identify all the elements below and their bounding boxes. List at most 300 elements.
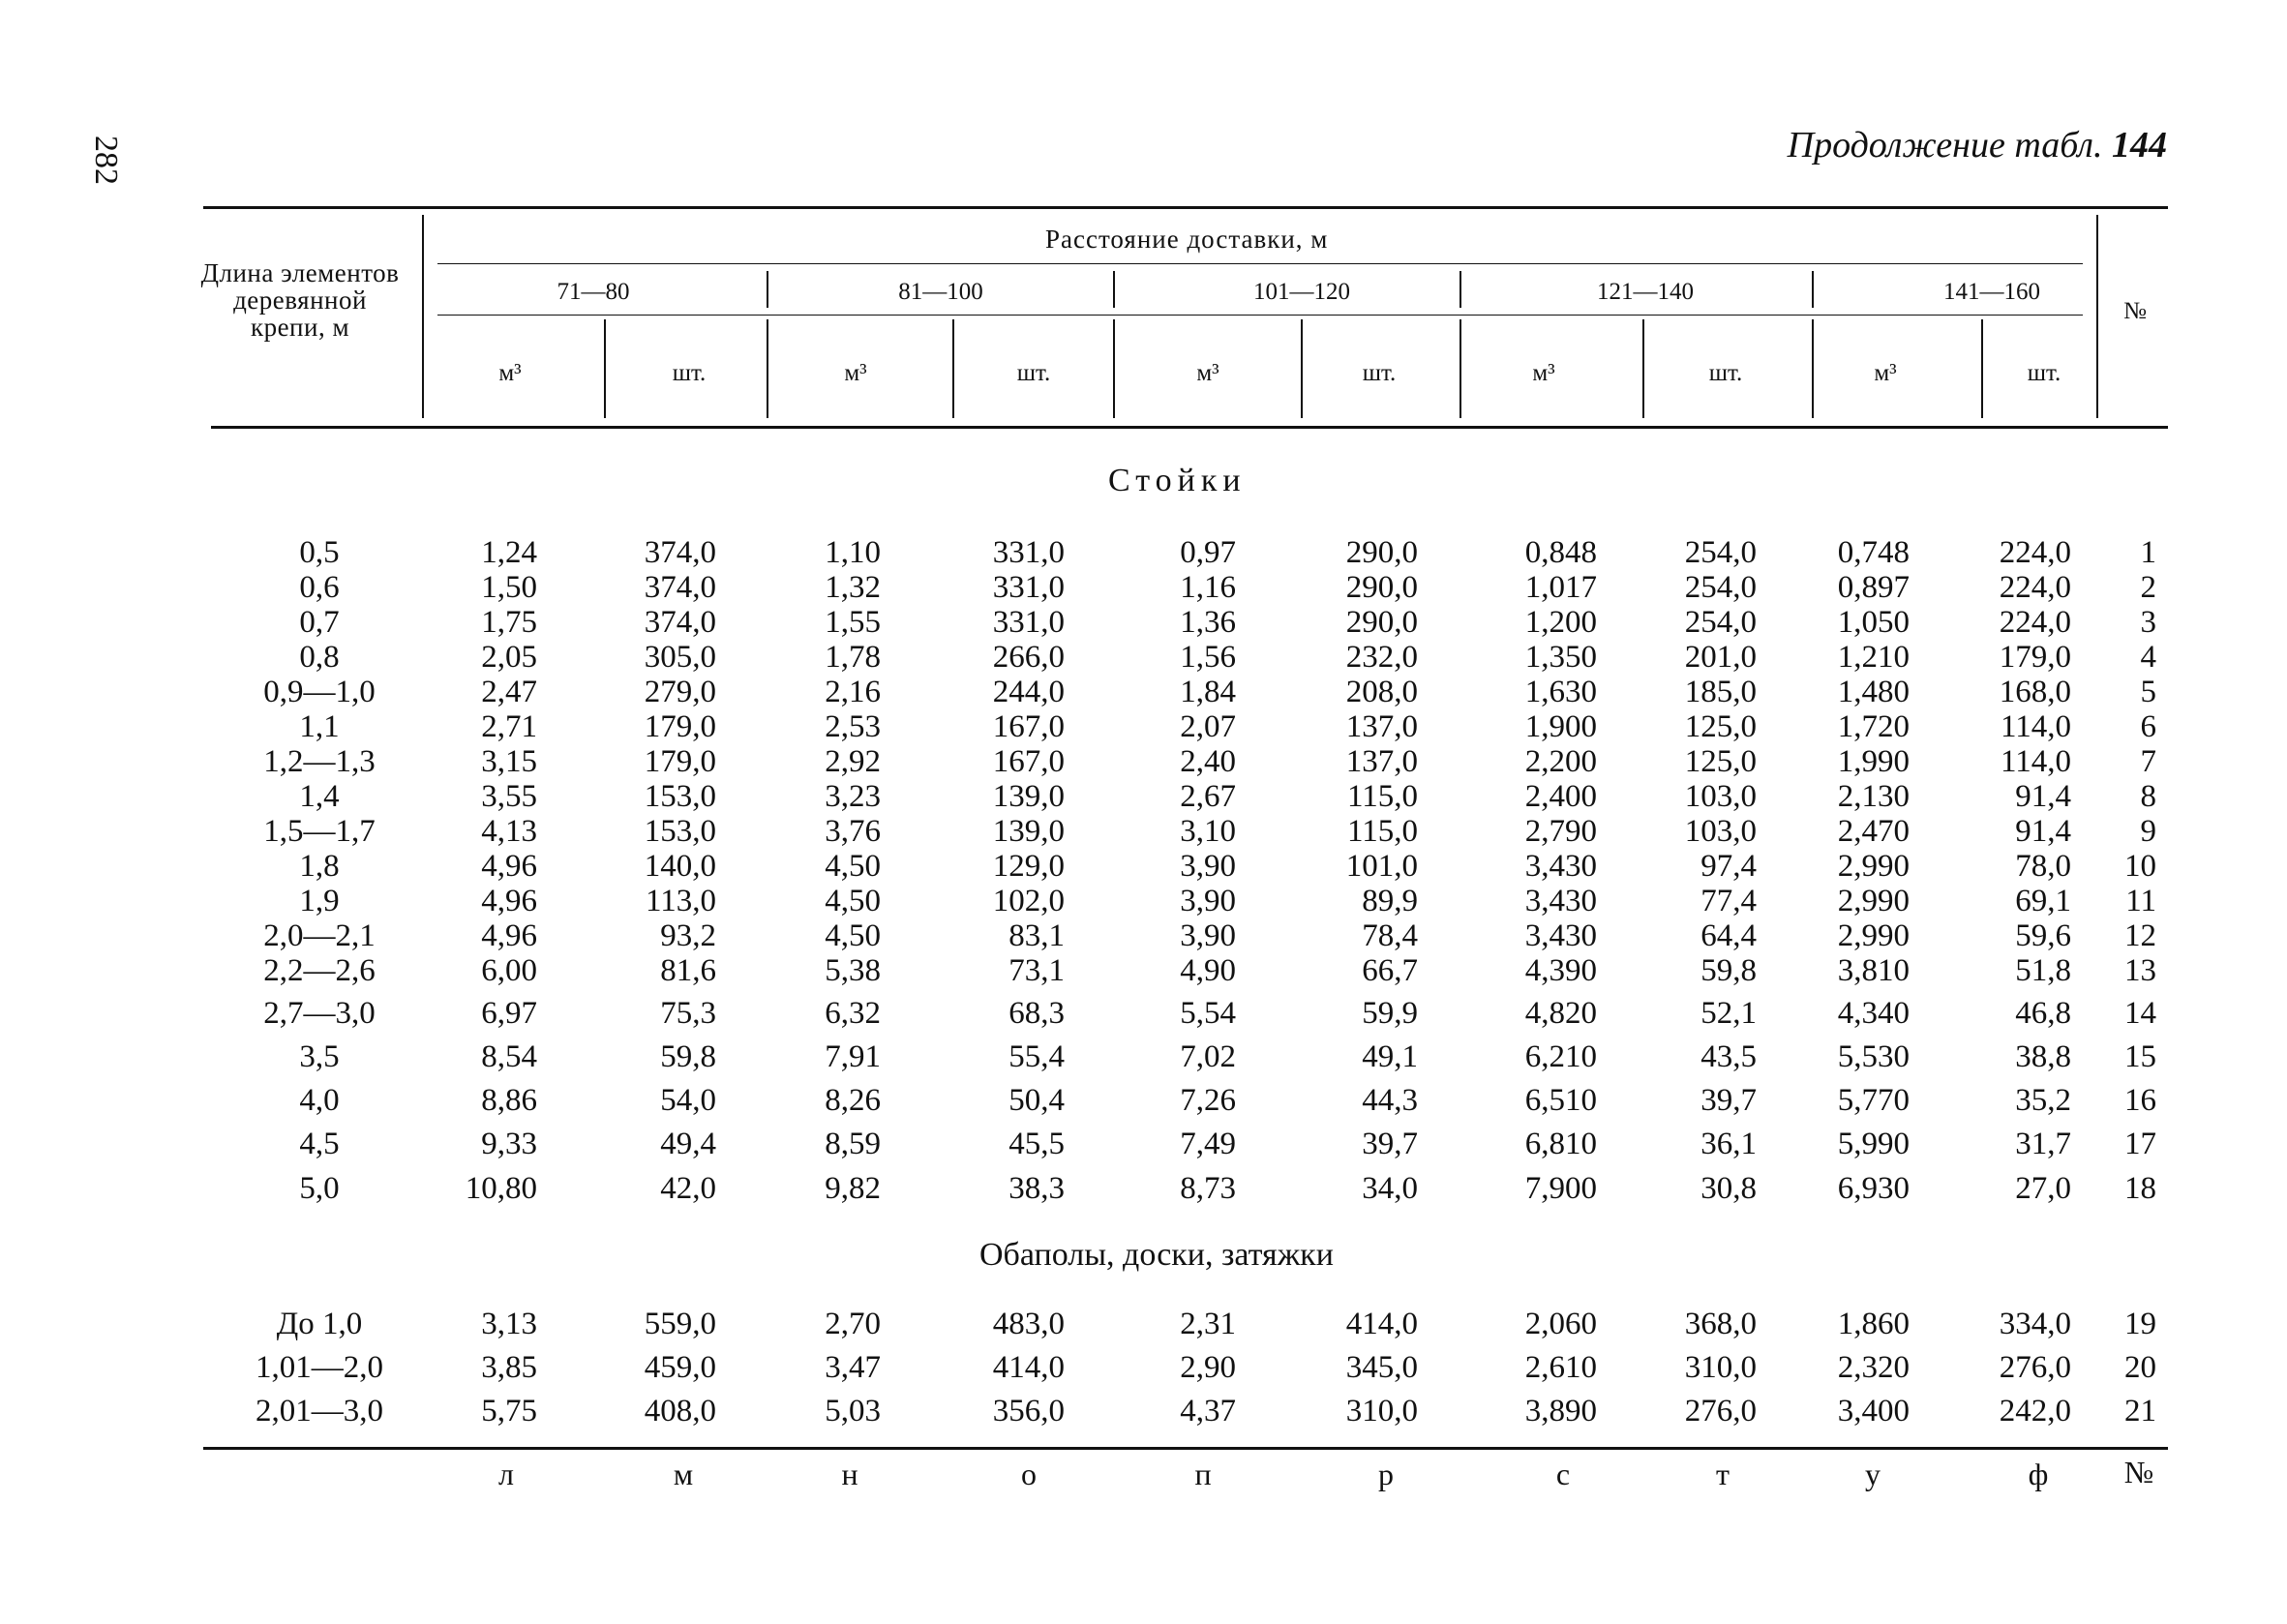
cell-pcs: 140,0 <box>644 849 716 884</box>
cell-pcs: 115,0 <box>1346 779 1418 814</box>
cell-m3: 2,470 <box>1837 814 1910 849</box>
cell-m3: 0,848 <box>1524 535 1597 570</box>
column-letter: п <box>1194 1457 1212 1491</box>
cell-m3: 6,00 <box>481 953 537 988</box>
cell-m3: 8,59 <box>825 1127 881 1161</box>
row-length: 2,2—2,6 <box>263 953 376 988</box>
cell-m3: 3,430 <box>1524 918 1597 953</box>
cell-pcs: 38,8 <box>2015 1039 2071 1074</box>
cell-m3: 3,10 <box>1180 814 1236 849</box>
cell-m3: 10,80 <box>465 1171 537 1206</box>
cell-pcs: 38,3 <box>1008 1171 1065 1206</box>
cell-pcs: 34,0 <box>1362 1171 1418 1206</box>
unit-m3: м³ <box>498 360 522 386</box>
cell-m3: 1,860 <box>1837 1307 1910 1341</box>
distance-underline <box>437 263 2083 264</box>
cell-m3: 1,50 <box>481 570 537 605</box>
cell-pcs: 46,8 <box>2015 996 2071 1031</box>
unit-pcs: шт. <box>672 360 707 386</box>
cell-m3: 7,91 <box>825 1039 881 1074</box>
cell-pcs: 179,0 <box>644 744 716 779</box>
stub-separator <box>422 215 424 418</box>
row-length: 0,5 <box>299 535 340 570</box>
cell-pcs: 290,0 <box>1345 570 1418 605</box>
range-separator <box>767 271 768 308</box>
cell-pcs: 97,4 <box>1700 849 1757 884</box>
range-separator <box>1812 271 1814 308</box>
cell-pcs: 201,0 <box>1684 640 1757 675</box>
cell-m3: 6,32 <box>825 996 881 1031</box>
unit-separator <box>767 319 768 418</box>
cell-m3: 1,78 <box>825 640 881 675</box>
cell-m3: 2,40 <box>1180 744 1236 779</box>
cell-m3: 1,480 <box>1837 675 1910 709</box>
cell-pcs: 374,0 <box>644 535 716 570</box>
cell-pcs: 254,0 <box>1684 535 1757 570</box>
cell-m3: 1,630 <box>1524 675 1597 709</box>
row-length: 1,5—1,7 <box>263 814 376 849</box>
row-length: 1,8 <box>299 849 340 884</box>
cell-m3: 1,210 <box>1837 640 1910 675</box>
page-number: 282 <box>88 135 124 185</box>
cell-m3: 5,770 <box>1837 1083 1910 1118</box>
row-length: 2,7—3,0 <box>263 996 376 1031</box>
cell-pcs: 68,3 <box>1008 996 1065 1031</box>
cell-m3: 4,50 <box>825 918 881 953</box>
cell-pcs: 35,2 <box>2015 1083 2071 1118</box>
row-number: 18 <box>2124 1171 2156 1206</box>
row-length: 1,1 <box>299 709 340 744</box>
cell-m3: 8,86 <box>481 1083 537 1118</box>
cell-m3: 3,47 <box>825 1350 881 1385</box>
cell-m3: 2,990 <box>1837 884 1910 918</box>
cell-m3: 9,82 <box>825 1171 881 1206</box>
cell-m3: 6,810 <box>1524 1127 1597 1161</box>
cell-m3: 1,75 <box>481 605 537 640</box>
cell-m3: 2,16 <box>825 675 881 709</box>
cell-pcs: 179,0 <box>1999 640 2071 675</box>
distance-range-5: 141—160 <box>1943 279 2040 305</box>
cell-m3: 2,130 <box>1837 779 1910 814</box>
cell-pcs: 374,0 <box>644 605 716 640</box>
unit-m3: м³ <box>844 360 867 386</box>
caption-table-number: 144 <box>2112 125 2167 165</box>
cell-pcs: 125,0 <box>1684 709 1757 744</box>
cell-m3: 3,810 <box>1837 953 1910 988</box>
cell-m3: 2,990 <box>1837 849 1910 884</box>
cell-pcs: 59,6 <box>2015 918 2071 953</box>
cell-pcs: 44,3 <box>1362 1083 1418 1118</box>
cell-pcs: 168,0 <box>1999 675 2071 709</box>
row-number: 14 <box>2124 996 2156 1031</box>
footer-rule <box>203 1447 2168 1450</box>
cell-m3: 2,610 <box>1524 1350 1597 1385</box>
cell-pcs: 408,0 <box>644 1394 716 1429</box>
cell-pcs: 167,0 <box>992 709 1065 744</box>
row-number: 15 <box>2124 1039 2156 1074</box>
cell-m3: 2,990 <box>1837 918 1910 953</box>
cell-m3: 3,23 <box>825 779 881 814</box>
cell-m3: 2,90 <box>1180 1350 1236 1385</box>
cell-m3: 8,73 <box>1180 1171 1236 1206</box>
cell-m3: 1,017 <box>1524 570 1597 605</box>
cell-m3: 1,16 <box>1180 570 1236 605</box>
row-number: 6 <box>2140 709 2156 744</box>
cell-m3: 2,67 <box>1180 779 1236 814</box>
cell-pcs: 345,0 <box>1345 1350 1418 1385</box>
cell-pcs: 266,0 <box>992 640 1065 675</box>
cell-pcs: 93,2 <box>660 918 716 953</box>
cell-pcs: 36,1 <box>1700 1127 1757 1161</box>
cell-m3: 2,07 <box>1180 709 1236 744</box>
row-length: 4,0 <box>299 1083 340 1118</box>
cell-pcs: 50,4 <box>1008 1083 1065 1118</box>
distance-range-1: 71—80 <box>557 279 630 305</box>
cell-pcs: 368,0 <box>1684 1307 1757 1341</box>
unit-m3: м³ <box>1874 360 1897 386</box>
cell-m3: 4,96 <box>481 918 537 953</box>
cell-pcs: 30,8 <box>1700 1171 1757 1206</box>
cell-pcs: 254,0 <box>1684 570 1757 605</box>
cell-pcs: 39,7 <box>1362 1127 1418 1161</box>
cell-m3: 7,02 <box>1180 1039 1236 1074</box>
cell-m3: 5,990 <box>1837 1127 1910 1161</box>
cell-m3: 7,26 <box>1180 1083 1236 1118</box>
cell-m3: 9,33 <box>481 1127 537 1161</box>
distance-header: Расстояние доставки, м <box>1045 225 1329 254</box>
section-title: Стойки <box>1108 463 1247 498</box>
cell-pcs: 483,0 <box>992 1307 1065 1341</box>
section-title: Обаполы, доски, затяжки <box>979 1237 1334 1273</box>
cell-m3: 1,990 <box>1837 744 1910 779</box>
cell-m3: 8,54 <box>481 1039 537 1074</box>
cell-m3: 1,900 <box>1524 709 1597 744</box>
cell-m3: 5,03 <box>825 1394 881 1429</box>
unit-separator <box>1812 319 1814 418</box>
cell-m3: 3,90 <box>1180 884 1236 918</box>
cell-m3: 3,430 <box>1524 849 1597 884</box>
cell-m3: 3,890 <box>1524 1394 1597 1429</box>
cell-pcs: 414,0 <box>992 1350 1065 1385</box>
unit-separator <box>604 319 606 418</box>
cell-pcs: 49,1 <box>1362 1039 1418 1074</box>
cell-m3: 1,24 <box>481 535 537 570</box>
cell-pcs: 113,0 <box>645 884 716 918</box>
cell-pcs: 55,4 <box>1008 1039 1065 1074</box>
row-number: 3 <box>2140 605 2156 640</box>
footer-num: № <box>2123 1455 2154 1489</box>
cell-pcs: 114,0 <box>2000 744 2071 779</box>
unit-m3: м³ <box>1532 360 1555 386</box>
row-number: 10 <box>2124 849 2156 884</box>
row-length: 1,9 <box>299 884 340 918</box>
cell-m3: 1,56 <box>1180 640 1236 675</box>
cell-pcs: 276,0 <box>1684 1394 1757 1429</box>
unit-pcs: шт. <box>1016 360 1051 386</box>
num-header: № <box>2123 298 2147 324</box>
cell-pcs: 224,0 <box>1999 535 2071 570</box>
column-letter: н <box>841 1457 858 1491</box>
cell-m3: 6,930 <box>1837 1171 1910 1206</box>
cell-pcs: 69,1 <box>2015 884 2071 918</box>
stub-header: Длина элементов деревянной крепи, м <box>200 258 400 342</box>
cell-m3: 4,50 <box>825 849 881 884</box>
cell-m3: 3,400 <box>1837 1394 1910 1429</box>
row-number: 17 <box>2124 1127 2156 1161</box>
cell-m3: 4,13 <box>481 814 537 849</box>
row-number: 20 <box>2124 1350 2156 1385</box>
cell-pcs: 27,0 <box>2015 1171 2071 1206</box>
row-length: 0,7 <box>299 605 340 640</box>
cell-pcs: 459,0 <box>644 1350 716 1385</box>
row-length: 5,0 <box>299 1171 340 1206</box>
cell-m3: 4,90 <box>1180 953 1236 988</box>
cell-pcs: 59,8 <box>660 1039 716 1074</box>
cell-pcs: 276,0 <box>1999 1350 2071 1385</box>
cell-pcs: 31,7 <box>2015 1127 2071 1161</box>
cell-m3: 3,430 <box>1524 884 1597 918</box>
cell-m3: 1,050 <box>1837 605 1910 640</box>
cell-m3: 3,15 <box>481 744 537 779</box>
row-length: 1,2—1,3 <box>263 744 376 779</box>
cell-m3: 3,90 <box>1180 918 1236 953</box>
cell-pcs: 66,7 <box>1362 953 1418 988</box>
unit-separator <box>1981 319 1983 418</box>
cell-m3: 1,10 <box>825 535 881 570</box>
cell-pcs: 559,0 <box>644 1307 716 1341</box>
cell-m3: 2,31 <box>1180 1307 1236 1341</box>
cell-m3: 2,05 <box>481 640 537 675</box>
cell-m3: 4,37 <box>1180 1394 1236 1429</box>
cell-m3: 0,748 <box>1837 535 1910 570</box>
column-letter: л <box>498 1457 514 1491</box>
cell-m3: 3,85 <box>481 1350 537 1385</box>
cell-m3: 2,060 <box>1524 1307 1597 1341</box>
distance-range-2: 81—100 <box>898 279 983 305</box>
cell-pcs: 374,0 <box>644 570 716 605</box>
range-separator <box>1113 271 1115 308</box>
row-number: 1 <box>2140 535 2156 570</box>
cell-pcs: 39,7 <box>1700 1083 1757 1118</box>
cell-m3: 2,320 <box>1837 1350 1910 1385</box>
cell-pcs: 102,0 <box>992 884 1065 918</box>
cell-pcs: 52,1 <box>1700 996 1757 1031</box>
cell-pcs: 179,0 <box>644 709 716 744</box>
column-letter: ф <box>2028 1457 2049 1491</box>
row-length: 0,6 <box>299 570 340 605</box>
cell-pcs: 75,3 <box>660 996 716 1031</box>
cell-pcs: 153,0 <box>644 779 716 814</box>
row-length: 2,01—3,0 <box>256 1394 383 1429</box>
cell-m3: 2,92 <box>825 744 881 779</box>
row-length: 2,0—2,1 <box>263 918 376 953</box>
cell-pcs: 310,0 <box>1684 1350 1757 1385</box>
row-length: 4,5 <box>299 1127 340 1161</box>
cell-pcs: 224,0 <box>1999 570 2071 605</box>
row-length: 1,4 <box>299 779 340 814</box>
cell-pcs: 331,0 <box>992 535 1065 570</box>
cell-pcs: 153,0 <box>644 814 716 849</box>
cell-pcs: 129,0 <box>992 849 1065 884</box>
cell-m3: 2,400 <box>1524 779 1597 814</box>
cell-m3: 5,38 <box>825 953 881 988</box>
cell-pcs: 185,0 <box>1684 675 1757 709</box>
cell-pcs: 103,0 <box>1684 779 1757 814</box>
cell-pcs: 232,0 <box>1345 640 1418 675</box>
cell-pcs: 139,0 <box>992 814 1065 849</box>
row-length: 0,9—1,0 <box>263 675 376 709</box>
cell-m3: 3,13 <box>481 1307 537 1341</box>
row-number: 11 <box>2125 884 2156 918</box>
row-number: 16 <box>2124 1083 2156 1118</box>
column-letter: р <box>1378 1457 1394 1491</box>
cell-m3: 3,90 <box>1180 849 1236 884</box>
cell-m3: 6,97 <box>481 996 537 1031</box>
cell-pcs: 78,4 <box>1362 918 1418 953</box>
cell-m3: 6,210 <box>1524 1039 1597 1074</box>
cell-pcs: 78,0 <box>2015 849 2071 884</box>
unit-separator <box>1642 319 1644 418</box>
cell-pcs: 91,4 <box>2015 814 2071 849</box>
row-number: 12 <box>2124 918 2156 953</box>
cell-pcs: 49,4 <box>660 1127 716 1161</box>
row-number: 13 <box>2124 953 2156 988</box>
num-separator <box>2096 215 2098 418</box>
cell-m3: 5,54 <box>1180 996 1236 1031</box>
cell-pcs: 290,0 <box>1345 535 1418 570</box>
cell-m3: 4,340 <box>1837 996 1910 1031</box>
cell-pcs: 305,0 <box>644 640 716 675</box>
cell-m3: 1,32 <box>825 570 881 605</box>
cell-pcs: 64,4 <box>1700 918 1757 953</box>
cell-pcs: 42,0 <box>660 1171 716 1206</box>
unit-pcs: шт. <box>1362 360 1397 386</box>
unit-separator <box>952 319 954 418</box>
cell-pcs: 81,6 <box>660 953 716 988</box>
cell-pcs: 91,4 <box>2015 779 2071 814</box>
column-letter: о <box>1021 1457 1037 1491</box>
table-caption <box>1788 124 2167 166</box>
range-underline <box>437 315 2083 316</box>
cell-pcs: 45,5 <box>1008 1127 1065 1161</box>
cell-pcs: 254,0 <box>1684 605 1757 640</box>
cell-pcs: 51,8 <box>2015 953 2071 988</box>
row-number: 19 <box>2124 1307 2156 1341</box>
header-bottom-rule <box>211 426 2168 429</box>
unit-pcs: шт. <box>2027 360 2061 386</box>
top-rule <box>203 206 2168 209</box>
cell-pcs: 242,0 <box>1999 1394 2071 1429</box>
cell-m3: 2,47 <box>481 675 537 709</box>
column-letter: с <box>1555 1457 1571 1491</box>
column-letter: т <box>1716 1457 1730 1491</box>
cell-pcs: 414,0 <box>1345 1307 1418 1341</box>
cell-pcs: 137,0 <box>1345 709 1418 744</box>
row-length: 0,8 <box>299 640 340 675</box>
row-length: 3,5 <box>299 1039 340 1074</box>
cell-pcs: 224,0 <box>1999 605 2071 640</box>
cell-pcs: 279,0 <box>644 675 716 709</box>
cell-m3: 4,820 <box>1524 996 1597 1031</box>
cell-pcs: 290,0 <box>1345 605 1418 640</box>
cell-pcs: 59,9 <box>1362 996 1418 1031</box>
cell-m3: 3,55 <box>481 779 537 814</box>
cell-m3: 2,70 <box>825 1307 881 1341</box>
cell-pcs: 331,0 <box>992 605 1065 640</box>
cell-pcs: 356,0 <box>992 1394 1065 1429</box>
cell-m3: 4,96 <box>481 884 537 918</box>
distance-range-3: 101—120 <box>1253 279 1350 305</box>
cell-pcs: 59,8 <box>1700 953 1757 988</box>
cell-m3: 7,49 <box>1180 1127 1236 1161</box>
cell-m3: 2,200 <box>1524 744 1597 779</box>
row-number: 9 <box>2140 814 2156 849</box>
cell-pcs: 73,1 <box>1008 953 1065 988</box>
cell-pcs: 125,0 <box>1684 744 1757 779</box>
cell-m3: 0,97 <box>1180 535 1236 570</box>
row-number: 21 <box>2124 1394 2156 1429</box>
cell-m3: 2,53 <box>825 709 881 744</box>
unit-separator <box>1301 319 1303 418</box>
cell-pcs: 54,0 <box>660 1083 716 1118</box>
row-number: 8 <box>2140 779 2156 814</box>
cell-pcs: 83,1 <box>1008 918 1065 953</box>
unit-pcs: шт. <box>1708 360 1743 386</box>
row-length: 1,01—2,0 <box>256 1350 383 1385</box>
cell-m3: 3,76 <box>825 814 881 849</box>
cell-m3: 5,530 <box>1837 1039 1910 1074</box>
cell-m3: 8,26 <box>825 1083 881 1118</box>
row-number: 5 <box>2140 675 2156 709</box>
cell-pcs: 115,0 <box>1346 814 1418 849</box>
cell-pcs: 101,0 <box>1345 849 1418 884</box>
distance-range-4: 121—140 <box>1597 279 1694 305</box>
row-length: До 1,0 <box>276 1307 363 1341</box>
cell-pcs: 244,0 <box>992 675 1065 709</box>
cell-pcs: 167,0 <box>992 744 1065 779</box>
range-separator <box>1459 271 1461 308</box>
column-letter: м <box>673 1457 694 1491</box>
cell-pcs: 114,0 <box>2000 709 2071 744</box>
cell-m3: 5,75 <box>481 1394 537 1429</box>
row-number: 7 <box>2140 744 2156 779</box>
cell-m3: 6,510 <box>1524 1083 1597 1118</box>
cell-m3: 1,84 <box>1180 675 1236 709</box>
cell-m3: 1,36 <box>1180 605 1236 640</box>
cell-m3: 1,55 <box>825 605 881 640</box>
row-number: 4 <box>2140 640 2156 675</box>
cell-m3: 7,900 <box>1524 1171 1597 1206</box>
cell-pcs: 310,0 <box>1345 1394 1418 1429</box>
cell-pcs: 208,0 <box>1345 675 1418 709</box>
cell-pcs: 43,5 <box>1700 1039 1757 1074</box>
cell-pcs: 137,0 <box>1345 744 1418 779</box>
unit-m3: м³ <box>1196 360 1219 386</box>
cell-pcs: 77,4 <box>1700 884 1757 918</box>
column-letter: у <box>1865 1457 1881 1491</box>
cell-m3: 4,96 <box>481 849 537 884</box>
cell-m3: 4,50 <box>825 884 881 918</box>
cell-m3: 4,390 <box>1524 953 1597 988</box>
cell-m3: 1,720 <box>1837 709 1910 744</box>
cell-pcs: 139,0 <box>992 779 1065 814</box>
unit-separator <box>1113 319 1115 418</box>
cell-pcs: 331,0 <box>992 570 1065 605</box>
cell-m3: 2,71 <box>481 709 537 744</box>
caption-prefix: Продолжение табл. <box>1787 125 2112 165</box>
cell-m3: 1,200 <box>1524 605 1597 640</box>
cell-pcs: 103,0 <box>1684 814 1757 849</box>
